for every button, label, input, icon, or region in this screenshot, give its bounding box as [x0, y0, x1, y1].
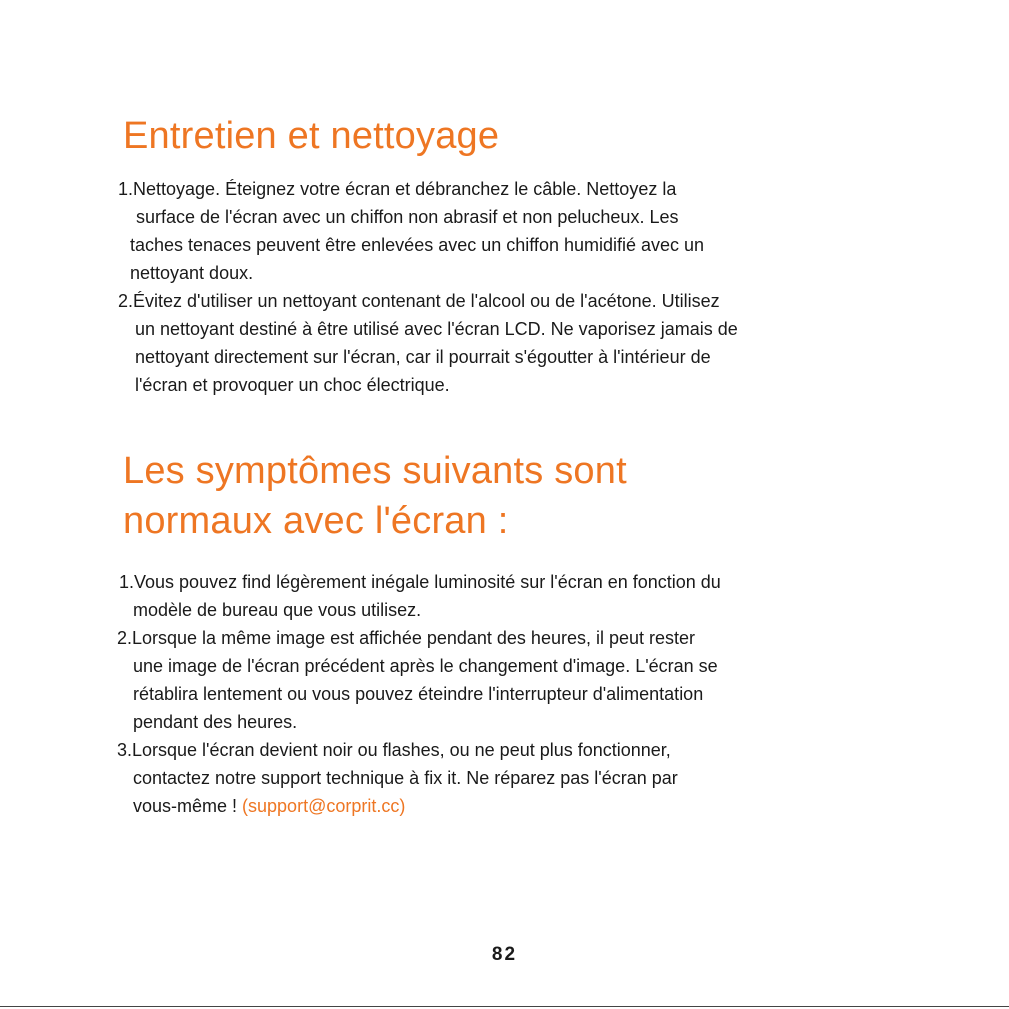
- list-item-line: pendant des heures.: [133, 712, 298, 732]
- list-item-line: l'écran et provoquer un choc électrique.: [135, 375, 450, 395]
- bottom-divider: [0, 1006, 1009, 1007]
- list-item-line: 2.Lorsque la même image est affichée pendant des heures, il peut rester: [117, 628, 696, 648]
- list-item-image-retention: [117, 624, 718, 736]
- section-heading-normal-symptoms: [123, 446, 823, 546]
- list-item-brightness: [119, 568, 721, 624]
- list-item-line: 1.Nettoyage. Éteignez votre écran et débranchez le câble. Nettoyez la: [118, 179, 677, 199]
- list-item-avoid-alcohol: [118, 287, 738, 399]
- list-item-support-contact: [117, 736, 678, 820]
- list-item-line: [117, 792, 678, 820]
- page-number: 82: [491, 944, 518, 965]
- list-item-line: 2.Évitez d'utiliser un nettoyant contenant de l'alcool ou de l'acétone. Utilisez: [118, 291, 720, 311]
- list-item-line: un nettoyant destiné à être utilisé avec l'écran LCD. Ne vaporisez jamais de: [135, 319, 738, 339]
- list-item-line: nettoyant directement sur l'écran, car il pourrait s'égoutter à l'intérieur de: [135, 347, 711, 367]
- heading-line: normaux avec l'écran :: [123, 500, 509, 542]
- list-item-line: 1.Vous pouvez find légèrement inégale luminosité sur l'écran en fonction du: [119, 572, 721, 592]
- list-item-line-text: vous-même !: [133, 796, 243, 816]
- list-item-line: surface de l'écran avec un chiffon non abrasif et non pelucheux. Les: [136, 207, 679, 227]
- list-item-line: taches tenaces peuvent être enlevées avec un chiffon humidifié avec un: [130, 235, 705, 255]
- list-item-line: modèle de bureau que vous utilisez.: [133, 600, 422, 620]
- list-item-line: contactez notre support technique à fix it. Ne réparez pas l'écran par: [133, 768, 678, 788]
- heading-line: Les symptômes suivants sont: [123, 450, 627, 492]
- section-heading-maintenance: [123, 111, 499, 161]
- list-item-line: une image de l'écran précédent après le changement d'image. L'écran se: [133, 656, 718, 676]
- list-item-cleaning: [118, 175, 704, 287]
- list-item-line: rétablira lentement ou vous pouvez éteindre l'interrupteur d'alimentation: [133, 684, 704, 704]
- list-item-line: 3.Lorsque l'écran devient noir ou flashes, ou ne peut plus fonctionner,: [117, 740, 671, 760]
- list-item-line: nettoyant doux.: [130, 263, 254, 283]
- support-email-link[interactable]: (support@corprit.cc): [242, 796, 406, 816]
- heading-line: Entretien et nettoyage: [123, 115, 500, 157]
